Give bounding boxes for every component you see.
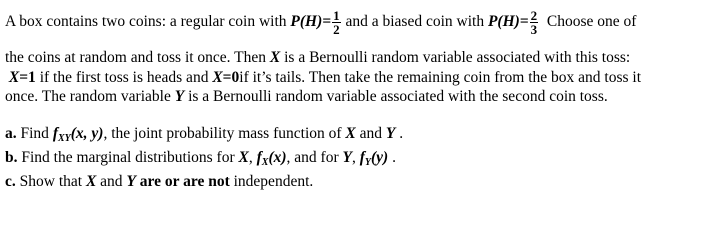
- var-x: X: [269, 49, 281, 66]
- marginal-x: $f_X(x)$: [256, 149, 287, 168]
- var-y: Y: [174, 88, 185, 105]
- var-x: X: [8, 69, 20, 86]
- part-b: b. Find the marginal distributions for X, $f_X(x)$, and for Y, $f_Y(y)$ .: [5, 149, 396, 168]
- fraction-one-half: $\frac{1}{2}$: [333, 8, 340, 37]
- marginal-y: $f_Y(y)$: [359, 149, 389, 168]
- part-c: c. Show that X and Y are or are not independent.: [5, 173, 314, 190]
- prob-heads-biased: P(H)=: [487, 13, 529, 31]
- prob-heads-regular: P(H)=: [290, 13, 332, 31]
- intro-line-1: [5, 9, 636, 36]
- intro-text: and a biased coin with: [345, 13, 485, 31]
- intro-line-2: the coins at random and toss it once. Then X is a Bernoulli random variable associated with this toss:: [5, 49, 631, 66]
- part-b-label: b.: [5, 149, 18, 166]
- joint-pmf: $f_{XY}(x$, y): [52, 125, 104, 144]
- part-a: a. Find $f_{XY}(x$, y), the joint probability mass function of X and Y .: [5, 125, 404, 144]
- fraction-two-thirds: $\frac{2}{3}$: [530, 8, 538, 37]
- intro-text: Choose one of: [546, 13, 637, 31]
- intro-line-4: once. The random variable Y is a Bernoulli random variable associated with the second coin toss.: [5, 88, 608, 105]
- part-c-label: c.: [5, 173, 16, 190]
- var-x: X: [212, 69, 223, 86]
- part-a-label: a.: [5, 125, 17, 142]
- intro-text: A box contains two coins: a regular coin with: [5, 13, 287, 31]
- intro-line-3: X=1 if the first toss is heads and X=0if it’s tails. Then take the remaining coin from the box and toss it: [8, 69, 642, 86]
- emphasis-text: are or are not: [139, 173, 230, 190]
